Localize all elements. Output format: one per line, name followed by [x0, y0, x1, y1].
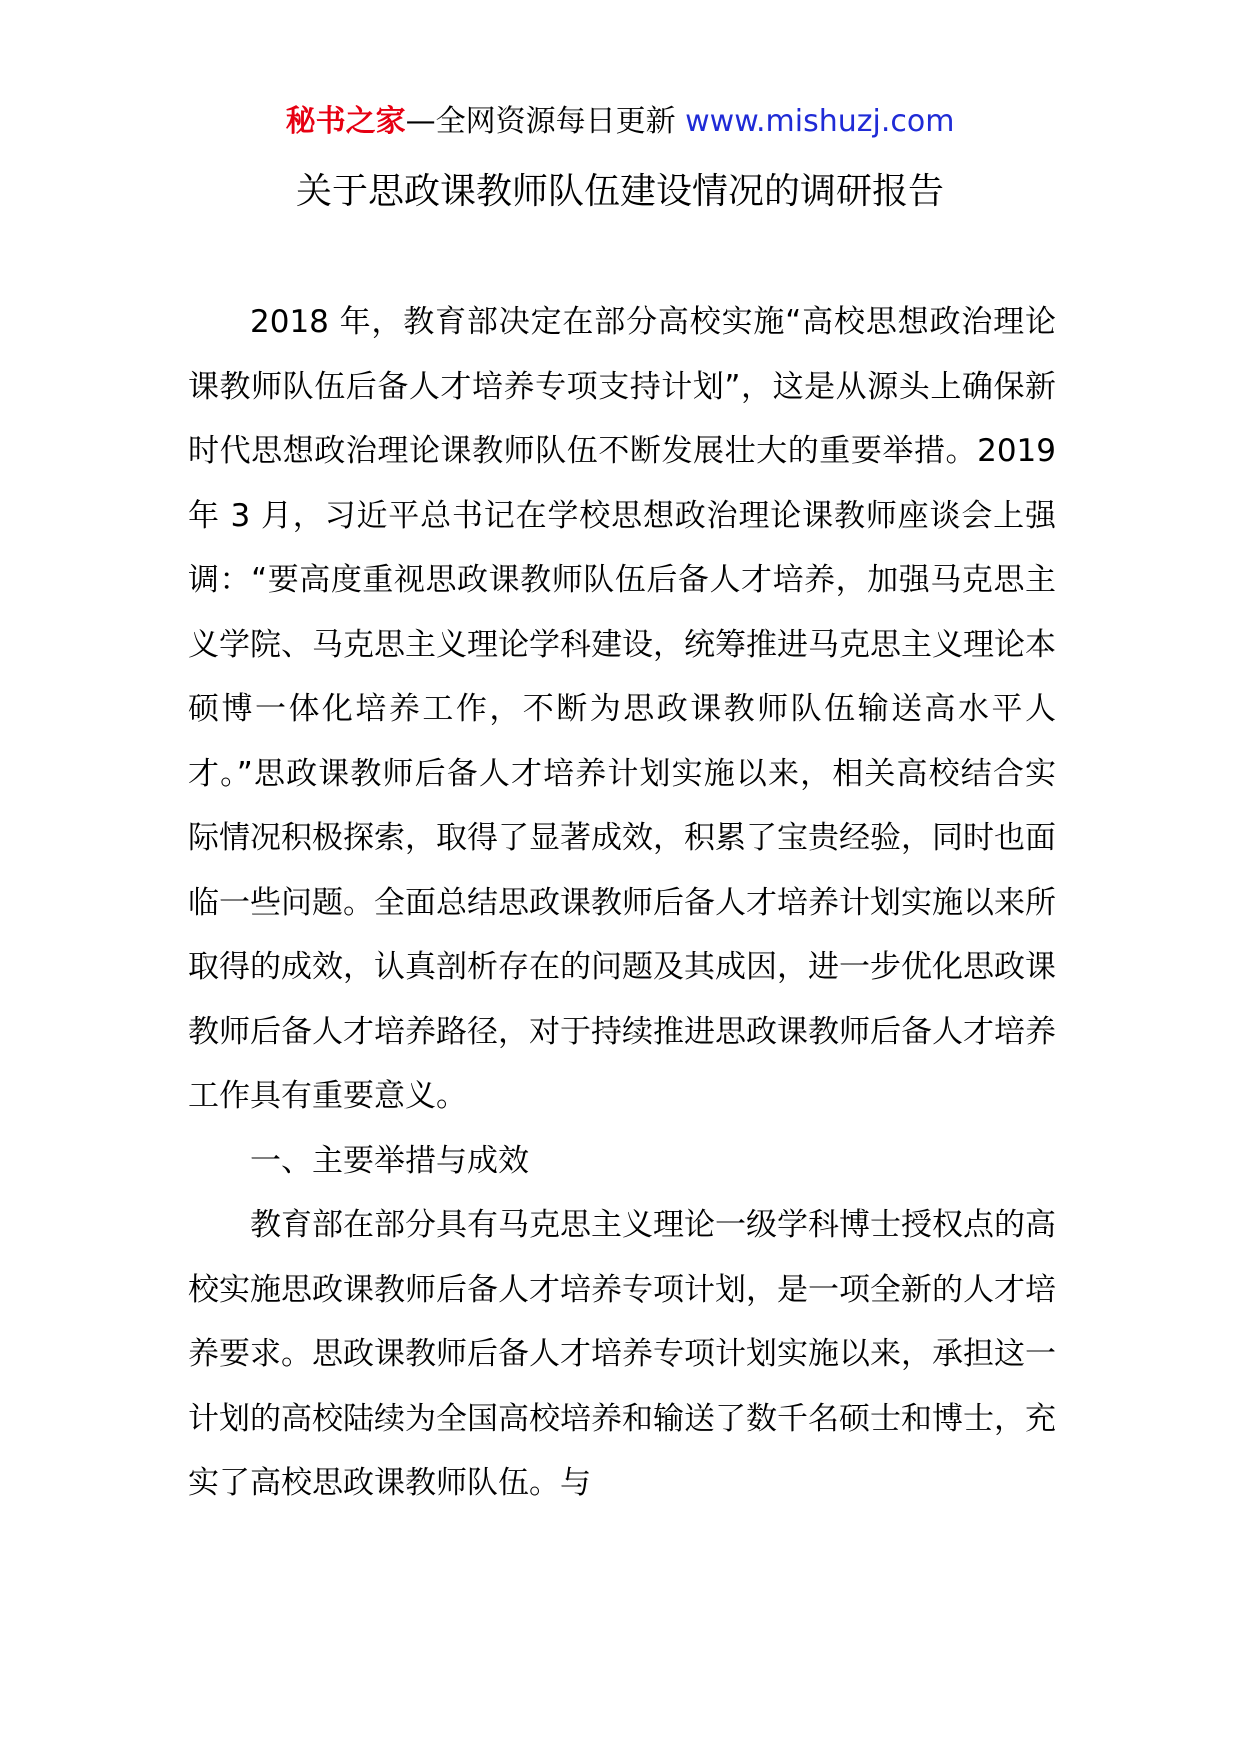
brand-name: 秘书之家 — [285, 104, 406, 139]
document-body — [188, 290, 1056, 1516]
site-header — [0, 100, 1240, 144]
document-title: 关于思政课教师队伍建设情况的调研报告 — [295, 171, 944, 212]
header-tagline: —全网资源每日更新 — [405, 104, 686, 139]
section-paragraph: 教育部在部分具有马克思主义理论一级学科博士授权点的高校实施思政课教师后备人才培养专项计划，是一项全新的人才培养要求。思政课教师后备人才培养专项计划实施以来，承担这一计划的高校陆续为全国高校培养和输送了数千名硕士和博士，充实了高校思政课教师队伍。与 — [188, 1207, 1056, 1501]
section-heading: 一、主要举措与成效 — [250, 1142, 529, 1179]
site-url-link[interactable]: www.mishuzj.com — [685, 104, 955, 139]
intro-paragraph: 2018 年，教育部决定在部分高校实施“高校思想政治理论课教师队伍后备人才培养专项支持计划”，这是从源头上确保新时代思想政治理论课教师队伍不断发展壮大的重要举措。2019 年 3 月，习近平总书记在学校思想政治理论课教师座谈会上强调：“要高度重视思政课教师队伍后备人才培养，加强马克思主义学院、马克思主义理论学科建设，统筹推进马克思主义理论本硕博一体化培养工作，不断为思政课教师队伍输送高水平人才。”思政课教师后备人才培养计划实施以来，相关高校结合实际情况积极探索，取得了显著成效，积累了宝贵经验，同时也面临一些问题。全面总结思政课教师后备人才培养计划实施以来所取得的成效，认真剖析存在的问题及其成因，进一步优化思政课教师后备人才培养路径，对于持续推进思政课教师后备人才培养工作具有重要意义。 — [188, 304, 1056, 1114]
